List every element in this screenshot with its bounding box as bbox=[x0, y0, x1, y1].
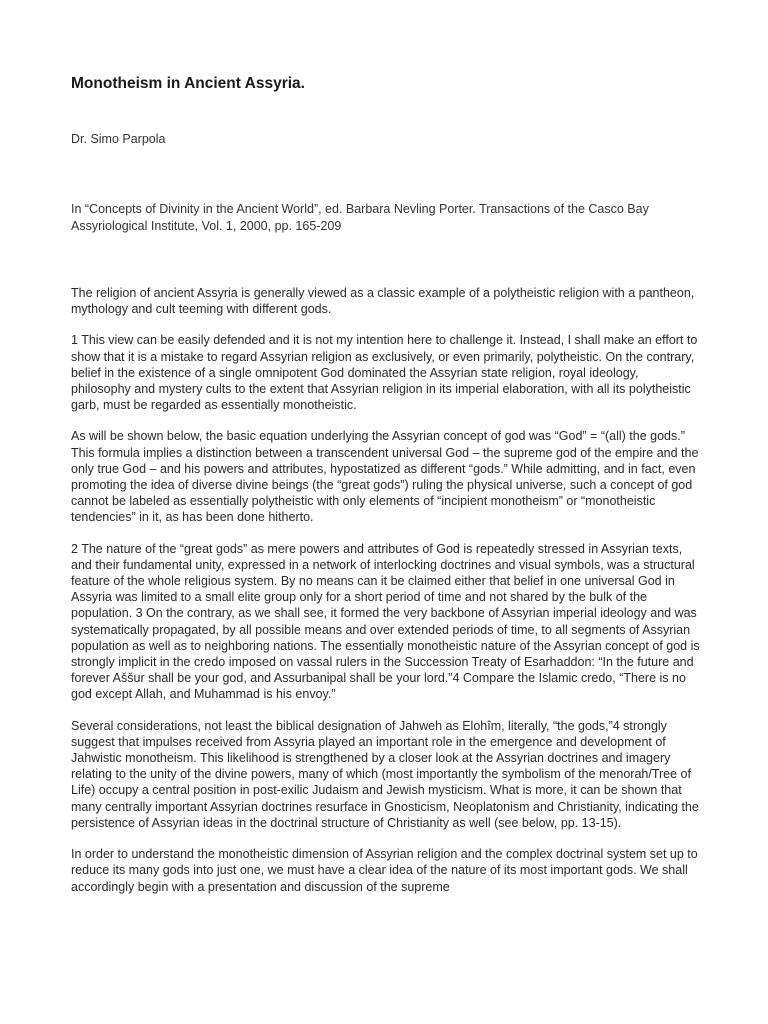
paragraph: As will be shown below, the basic equation underlying the Assyrian concept of god was “God” = “(all) the gods.” This formula implies a distinction between a transcendent universal God – the supreme god of the empire and the only true God – and his powers and attributes, hypostatized as different “gods.” While admitting, and in fact, even promoting the idea of diverse divine beings (the “great gods”) ruling the physical universe, such a concept of god cannot be labeled as essentially polytheistic with only elements of “incipient monotheism” or “monotheistic tendencies” in it, as has been done hitherto. bbox=[71, 429, 699, 525]
paragraph: In order to understand the monotheistic dimension of Assyrian religion and the complex doctrinal system set up to reduce its many gods into just one, we must have a clear idea of the nature of its most important gods. We shall accordingly begin with a presentation and discussion of the supreme bbox=[71, 847, 698, 894]
paragraph: 1 This view can be easily defended and it is not my intention here to challenge it. Instead, I shall make an effort to show that it is a mistake to regard Assyrian religion as exclusively, or even primarily, polytheistic. On the contrary, belief in the existence of a single omnipotent God dominated the Assyrian state religion, royal ideology, philosophy and mystery cults to the extent that Assyrian religion in its imperial elaboration, with all its polytheistic garb, must be regarded as essentially monotheistic. bbox=[71, 333, 698, 413]
document-body bbox=[71, 285, 701, 910]
paragraph: Several considerations, not least the biblical designation of Jahweh as Elohîm, literally, “the gods,”4 strongly suggest that impulses received from Assyria played an important role in the emergence and development of Jahwistic monotheism. This likelihood is strengthened by a closer look at the Assyrian doctrines and imagery relating to the unity of the divine powers, many of which (most importantly the symbolism of the menorah/Tree of Life) occupy a central position in post-exilic Judaism and Jewish mysticism. What is more, it can be shown that many centrally important Assyrian doctrines resurface in Gnosticism, Neoplatonism and Christianity, indicating the persistence of Assyrian ideas in the doctrinal structure of Christianity as well (see below, pp. 13-15). bbox=[71, 718, 699, 830]
paragraph: The religion of ancient Assyria is generally viewed as a classic example of a polytheistic religion with a pantheon, mythology and cult teeming with different gods. bbox=[71, 286, 695, 317]
document-title: Monotheism in Ancient Assyria. bbox=[71, 75, 305, 92]
paragraph: 2 The nature of the “great gods” as mere powers and attributes of God is repeatedly stressed in Assyrian texts, and their fundamental unity, expressed in a network of interlocking doctrines and visual symbols, was a structural feature of the whole religious system. By no means can it be claimed either that belief in one universal God in Assyria was limited to a small elite group only for a short period of time and not shared by the bulk of the population. 3 On the contrary, as we shall see, it formed the very backbone of Assyrian imperial ideology and was systematically propagated, by all possible means and over extended periods of time, to all segments of Assyrian population as well as to neighboring nations. The essentially monotheistic nature of the Assyrian concept of god is strongly implicit in the credo imposed on vassal rulers in the Succession Treaty of Esarhaddon: “In the future and forever Aššur shall be your god, and Assurbanipal shall be your lord.”4 Compare the Islamic credo, “There is no god except Allah, and Muhammad is his envoy.” bbox=[71, 541, 700, 702]
document-author: Dr. Simo Parpola bbox=[71, 132, 166, 146]
document-citation: In “Concepts of Divinity in the Ancient World”, ed. Barbara Nevling Porter. Transactions of the Casco Bay Assyriological Institute, Vol. 1, 2000, pp. 165-209 bbox=[71, 202, 649, 233]
